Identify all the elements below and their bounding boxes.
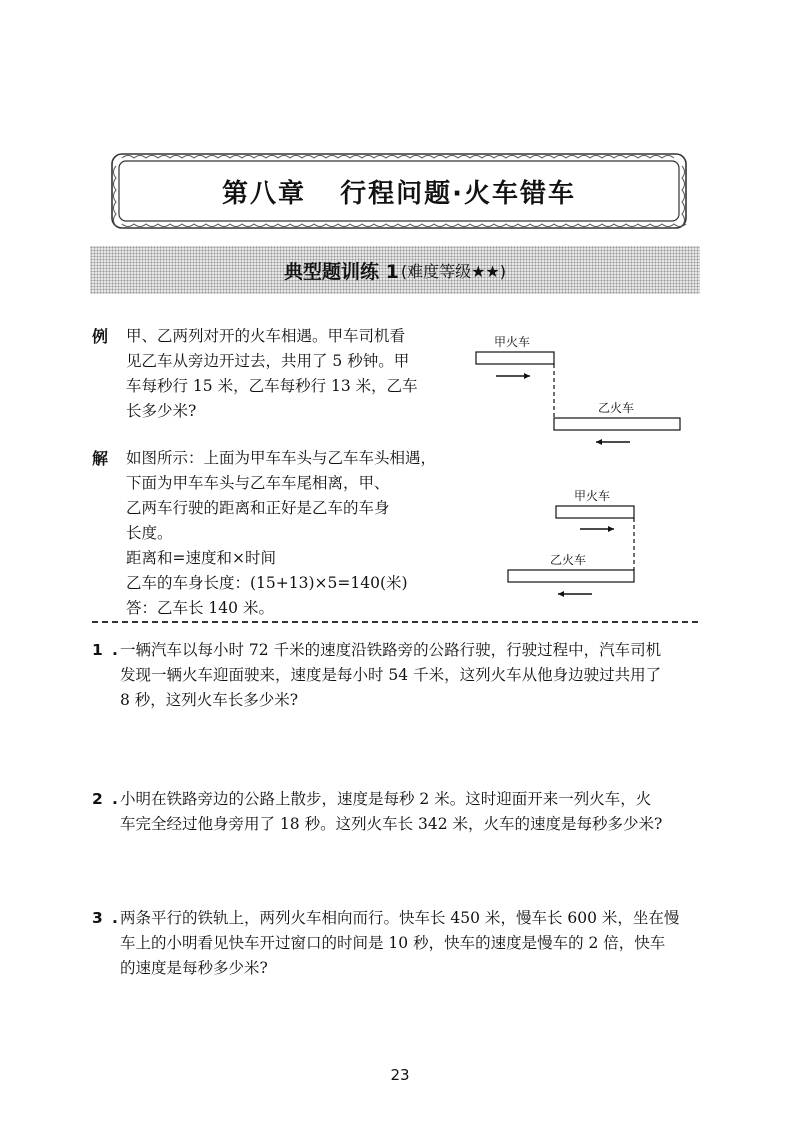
question-1: 1 . 一辆汽车以每小时 72 千米的速度沿铁路旁的公路行驶，行驶过程中，汽车司机 发现一辆火车迎面驶来，速度是每小时 54 千米，这列火车从他身边驶过共用了 8 秒，这列火车长多少米? xyxy=(92,638,661,713)
solution-line: 乙两车行驶的距离和正好是乙车的车身 xyxy=(126,499,390,517)
solution-line: 答：乙车长 140 米。 xyxy=(126,599,274,617)
example-line: 见乙车从旁边开过去，共用了 5 秒钟。甲 xyxy=(126,352,410,370)
chapter-title xyxy=(110,152,688,230)
question-line: 8 秒，这列火车长多少米? xyxy=(120,691,299,709)
section-divider xyxy=(92,621,698,623)
question-line: 的速度是每秒多少米? xyxy=(120,959,268,977)
example-line: 长多少米? xyxy=(126,402,197,420)
question-line: 一辆汽车以每小时 72 千米的速度沿铁路旁的公路行驶，行驶过程中，汽车司机 xyxy=(120,641,662,659)
diagram2-train-b xyxy=(508,570,634,582)
diagram2-arrow-left xyxy=(558,591,592,597)
chapter-topic: 行程问题·火车错车 xyxy=(340,178,576,209)
solution-line: 如图所示：上面为甲车车头与乙车车头相遇， xyxy=(126,449,437,467)
example-block xyxy=(92,324,418,424)
diagram1-arrow-right xyxy=(496,373,530,379)
diagram-heads-meet xyxy=(470,330,690,445)
question-number: 1 xyxy=(92,641,103,659)
chapter-number: 第八章 xyxy=(222,178,307,209)
section-title-text: 典型题训练 1 xyxy=(283,260,399,283)
diagram1-train-a-label: 甲火车 xyxy=(494,335,531,349)
solution-block xyxy=(92,446,436,621)
diagram1-arrow-left xyxy=(596,439,630,445)
diagram2-train-a xyxy=(556,506,634,518)
question-line: 车完全经过他身旁用了 18 秒。这列火车长 342 米，火车的速度是每秒多少米? xyxy=(120,815,663,833)
example-line: 甲、乙两列对开的火车相遇。甲车司机看 xyxy=(126,327,406,345)
solution-line: 下面为甲车车头与乙车车尾相离，甲、 xyxy=(126,474,390,492)
section-difficulty: (难度等级★★) xyxy=(400,261,507,281)
example-tag: 例 xyxy=(92,327,109,346)
question-line: 发现一辆火车迎面驶来，速度是每小时 54 千米，这列火车从他身边驶过共用了 xyxy=(120,666,662,684)
solution-line: 长度。 xyxy=(126,524,173,542)
diagram-head-meets-tail xyxy=(500,486,650,604)
solution-line: 乙车的车身长度：(15+13)×5=140(米) xyxy=(126,574,408,592)
question-number: 2 xyxy=(92,790,103,808)
question-line: 车上的小明看见快车开过窗口的时间是 10 秒，快车的速度是慢车的 2 倍，快车 xyxy=(120,934,666,952)
solution-line: 距离和=速度和×时间 xyxy=(126,549,276,567)
example-line: 车每秒行 15 米，乙车每秒行 13 米，乙车 xyxy=(126,377,418,395)
section-title xyxy=(90,246,700,294)
question-number: 3 xyxy=(92,909,103,927)
question-2: 2 . 小明在铁路旁边的公路上散步，速度是每秒 2 米。这时迎面开来一列火车，火 车完全经过他身旁用了 18 秒。这列火车长 342 米，火车的速度是每秒多少米? xyxy=(92,787,662,837)
solution-tag: 解 xyxy=(92,449,109,468)
question-line: 两条平行的铁轨上，两列火车相向而行。快车长 450 米，慢车长 600 米，坐在慢 xyxy=(120,909,680,927)
diagram2-train-a-label: 甲火车 xyxy=(574,489,611,503)
diagram2-train-b-label: 乙火车 xyxy=(550,553,587,567)
question-line: 小明在铁路旁边的公路上散步，速度是每秒 2 米。这时迎面开来一列火车，火 xyxy=(120,790,652,808)
diagram1-train-b-label: 乙火车 xyxy=(598,401,635,415)
page-number: 23 xyxy=(390,1066,410,1084)
question-3: 3 . 两条平行的铁轨上，两列火车相向而行。快车长 450 米，慢车长 600 米，坐在慢 车上的小明看见快车开过窗口的时间是 10 秒，快车的速度是慢车的 2 倍，快车 的速度是每秒多少米? xyxy=(92,906,679,981)
diagram1-train-a xyxy=(476,352,554,364)
diagram2-arrow-right xyxy=(580,526,614,532)
diagram1-train-b xyxy=(554,418,680,430)
